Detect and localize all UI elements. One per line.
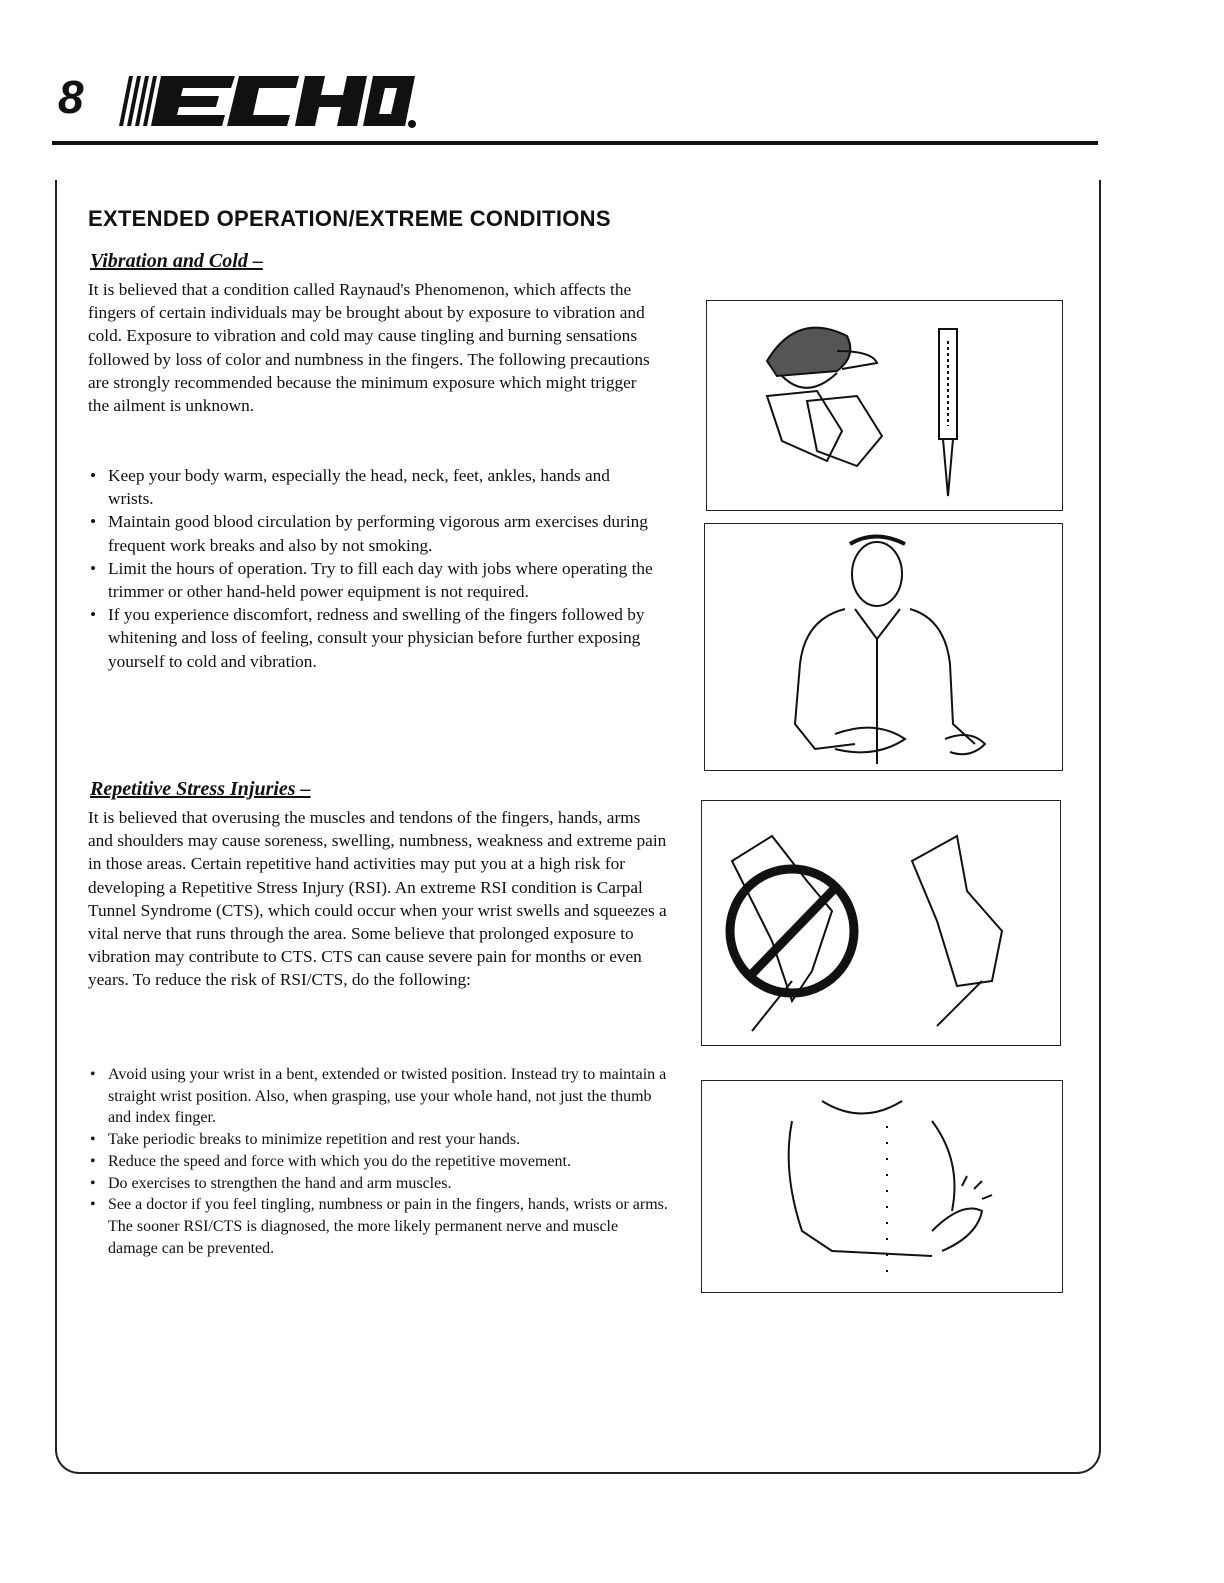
- vibration-paragraph: It is believed that a condition called Raynaud's Phenomenon, which affects the fingers of certain individuals may be brought about by exposure to vibration and cold. Exposure to vibration and cold may cause tingling and burning sensations followed by loss of color and numbness in the fingers. The following precautions are strongly recommended because the minimum exposure which might trigger the ailment is unknown.: [88, 280, 650, 416]
- list-item: • Maintain good blood circulation by performing vigorous arm exercises during frequent work breaks and also by not smoking.: [88, 510, 658, 556]
- hand-exercise-illustration: [701, 1080, 1063, 1293]
- cold-gear-illustration: [706, 300, 1063, 511]
- wrist-position-illustration: [701, 800, 1061, 1046]
- page-number: 8: [58, 71, 84, 123]
- list-item: • Keep your body warm, especially the head, neck, feet, ankles, hands and wrists.: [88, 464, 658, 510]
- list-item: • Limit the hours of operation. Try to fill each day with jobs where operating the trimmer or other hand-held power equipment is not required.: [88, 557, 658, 603]
- header-rule: [52, 141, 1098, 145]
- list-item: • Avoid using your wrist in a bent, extended or twisted position. Instead try to maintain a straight wrist position. Also, when grasping, use your whole hand, not just the thumb and index finger.: [88, 1064, 668, 1129]
- numb-hands-illustration: [704, 523, 1063, 771]
- rsi-paragraph: It is believed that overusing the muscles and tendons of the fingers, hands, arms and shoulders may cause soreness, swelling, numbness, weakness and extreme pain in those areas. Certain repetitive hand activities may put you at a high risk for developing a Repetitive Stress Injury (RSI). An extreme RSI condition is Carpal Tunnel Syndrome (CTS), which could occur when your wrist swells and squeezes a vital nerve that runs through the area. Some believe that prolonged exposure to vibration may contribute to CTS. CTS can cause severe pain for months or even years. To reduce the risk of RSI/CTS, do the following:: [88, 808, 667, 990]
- rsi-heading: Repetitive Stress Injuries –: [90, 778, 311, 800]
- list-item: • See a doctor if you feel tingling, numbness or pain in the fingers, hands, wrists or arms. The sooner RSI/CTS is diagnosed, the more likely permanent nerve and muscle damage can be prevented.: [88, 1194, 668, 1259]
- vibration-list: [88, 464, 658, 673]
- list-item: • Reduce the speed and force with which you do the repetitive movement.: [88, 1151, 668, 1173]
- vibration-heading: Vibration and Cold –: [90, 250, 263, 272]
- list-item: • If you experience discomfort, redness and swelling of the fingers followed by whitening and loss of feeling, consult your physician before further exposing yourself to cold and vibration.: [88, 603, 658, 673]
- list-item: • Take periodic breaks to minimize repetition and rest your hands.: [88, 1129, 668, 1151]
- section-title: EXTENDED OPERATION/EXTREME CONDITIONS: [88, 206, 611, 231]
- echo-logo: [115, 70, 420, 130]
- list-item: • Do exercises to strengthen the hand and arm muscles.: [88, 1173, 668, 1195]
- rsi-list: [88, 1064, 668, 1259]
